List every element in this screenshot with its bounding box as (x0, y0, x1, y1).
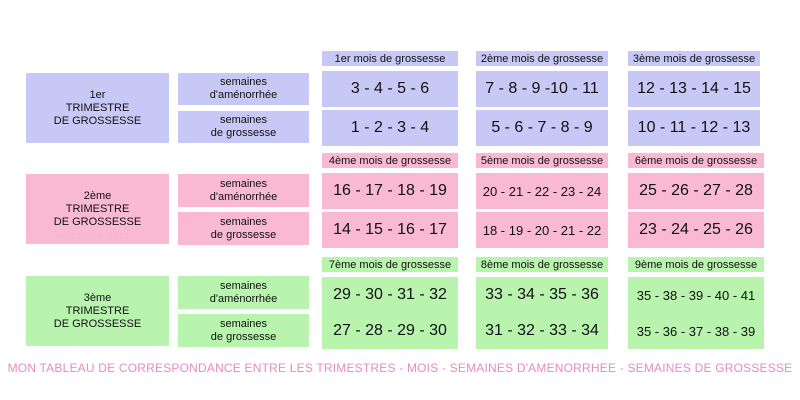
month-7-amenorrhea-weeks: 29 - 30 - 31 - 32 (322, 277, 458, 313)
month-9-amenorrhea-weeks: 35 - 38 - 39 - 40 - 41 (628, 277, 764, 313)
trimester-3-line-1: 3ème (83, 291, 112, 304)
month-5-pregnancy-weeks: 18 - 19 - 20 - 21 - 22 (476, 212, 608, 248)
row-label-line: semaines (219, 279, 268, 292)
trimester-2-line-2: TRIMESTRE (65, 202, 130, 215)
row-label-line: semaines (219, 317, 268, 330)
month-5-header: 5ème mois de grossesse (476, 153, 608, 168)
month-7-header: 7ème mois de grossesse (322, 257, 458, 272)
month-1-amenorrhea-weeks: 3 - 4 - 5 - 6 (322, 71, 458, 107)
trimester-1-pregnancy-label (178, 111, 309, 143)
trimester-1-line-3: DE GROSSESSE (53, 114, 142, 127)
month-8-header: 8ème mois de grossesse (476, 257, 608, 272)
trimester-2-line-1: 2ème (83, 189, 112, 202)
trimester-2-line-3: DE GROSSESSE (53, 215, 142, 228)
row-label-line: semaines (219, 177, 268, 190)
month-1-pregnancy-weeks: 1 - 2 - 3 - 4 (322, 110, 458, 146)
month-4-header: 4ème mois de grossesse (322, 153, 458, 168)
trimester-3-line-3: DE GROSSESSE (53, 317, 142, 330)
row-label-line: semaines (219, 114, 268, 126)
month-9-pregnancy-weeks: 35 - 36 - 37 - 38 - 39 (628, 313, 764, 349)
trimester-1-amenorrhea-label (178, 73, 309, 105)
month-2-pregnancy-weeks: 5 - 6 - 7 - 8 - 9 (476, 110, 608, 146)
month-6-header: 6ème mois de grossesse (628, 153, 764, 168)
month-8-amenorrhea-weeks: 33 - 34 - 35 - 36 (476, 277, 608, 313)
trimester-3-amenorrhea-label (178, 276, 309, 309)
month-6-amenorrhea-weeks: 25 - 26 - 27 - 28 (628, 173, 764, 209)
month-7-pregnancy-weeks: 27 - 28 - 29 - 30 (322, 313, 458, 349)
row-label-line: de grossesse (210, 127, 277, 139)
trimester-1-label (26, 73, 169, 143)
month-9-header: 9ème mois de grossesse (628, 257, 764, 272)
month-4-amenorrhea-weeks: 16 - 17 - 18 - 19 (322, 173, 458, 209)
row-label-line: d'aménorrhée (209, 292, 278, 305)
row-label-line: d'aménorrhée (209, 190, 278, 203)
month-4-pregnancy-weeks: 14 - 15 - 16 - 17 (322, 212, 458, 248)
month-3-header: 3ème mois de grossesse (628, 51, 760, 66)
month-1-header: 1er mois de grossesse (322, 51, 458, 66)
month-5-amenorrhea-weeks: 20 - 21 - 22 - 23 - 24 (476, 173, 608, 209)
trimester-3-label (26, 276, 169, 346)
trimester-2-amenorrhea-label (178, 174, 309, 207)
row-label-line: de grossesse (210, 228, 277, 241)
trimester-2-pregnancy-label (178, 212, 309, 245)
month-6-pregnancy-weeks: 23 - 24 - 25 - 26 (628, 212, 764, 248)
row-label-line: semaines (219, 215, 268, 228)
table-caption: MON TABLEAU DE CORRESPONDANCE ENTRE LES TRIMESTRES - MOIS - SEMAINES D'AMENORRHEE - SEMAINES DE GROSSESSE (7, 361, 793, 375)
row-label-line: d'aménorrhée (209, 89, 278, 101)
row-label-line: semaines (219, 76, 268, 88)
month-3-amenorrhea-weeks: 12 - 13 - 14 - 15 (628, 71, 760, 107)
month-2-amenorrhea-weeks: 7 - 8 - 9 -10 - 11 (476, 71, 608, 107)
trimester-3-pregnancy-label (178, 314, 309, 347)
trimester-1-line-2: TRIMESTRE (65, 101, 130, 114)
row-label-line: de grossesse (210, 330, 277, 343)
trimester-3-line-2: TRIMESTRE (65, 304, 130, 317)
month-8-pregnancy-weeks: 31 - 32 - 33 - 34 (476, 313, 608, 349)
month-2-header: 2ème mois de grossesse (476, 51, 608, 66)
month-3-pregnancy-weeks: 10 - 11 - 12 - 13 (628, 110, 760, 146)
watermark: enceinte.com (58, 230, 130, 242)
trimester-1-line-1: 1er (89, 88, 106, 101)
